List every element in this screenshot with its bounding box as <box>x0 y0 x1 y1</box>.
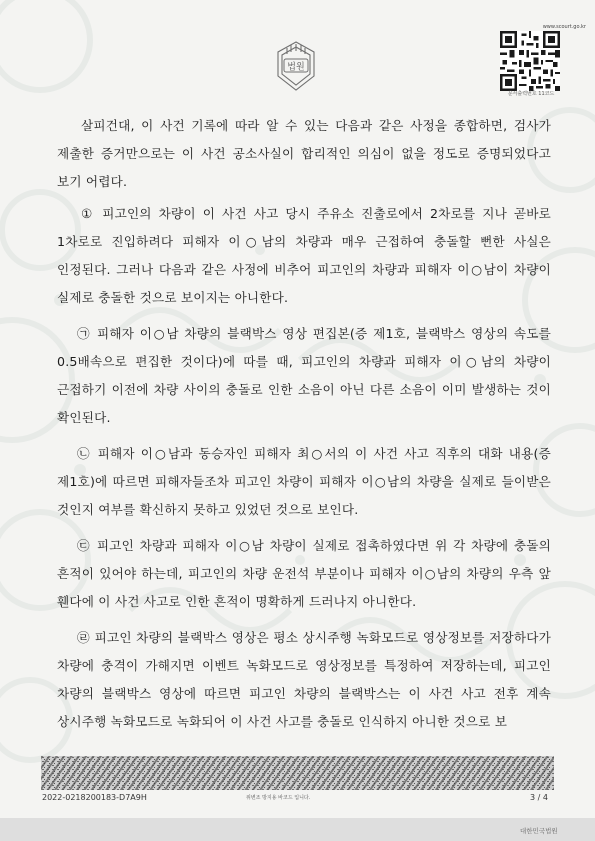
qr-code-icon <box>500 31 560 91</box>
barcode-notice: 위변조 방지용 바코드 입니다. <box>246 795 311 801</box>
paragraph-point-a: ㉠ 피해자 이○남 차량의 블랙박스 영상 편집본(증 제1호, 블랙박스 영상의 속도를 0.5배속으로 편집한 것이다)에 따를 때, 피고인의 차량과 피해자 이○남의 차량이 근접하기 이전에 차량 사이의 충돌로 인한 소음이 아닌 다른 소음이 이미 발생하는 것이 확인된다. <box>57 326 551 425</box>
paragraph-point-c: ㉢ 피고인 차량과 피해자 이○남 차량이 실제로 접촉하였다면 위 각 차량에 충돌의 흔적이 있어야 하는데, 피고인의 차량 운전석 부분이나 피해자 이○남의 차량의 우측 앞 휀다에 이 사건 사고로 인한 흔적이 명확하게 드러나지 아니한다. <box>57 538 551 609</box>
qr-url: www.scourt.go.kr <box>542 24 586 30</box>
anti-forgery-barcode <box>41 756 554 790</box>
paragraph-intro: 살피건대, 이 사건 기록에 따라 알 수 있는 다음과 같은 사정을 종합하면, 검사가 제출한 증거만으로는 이 사건 공소사실이 합리적인 의심이 없을 정도로 증명되었다고 보기 어렵다. <box>57 118 551 189</box>
paragraph-point-d: ㉣ 피고인 차량의 블랙박스 영상은 평소 상시주행 녹화모드로 영상정보를 저장하다가 차량에 충격이 가해지면 이벤트 녹화모드로 영상정보를 특정하여 저장하는데, 피고인 차량의 블랙박스 영상에 따르면 피고인 차량의 블랙박스는 이 사건 사고 전후 계속 상시주행 녹화모드로 녹화되어 이 사건 사고를 충돌로 인식하지 아니한 것으로 보 <box>57 630 551 729</box>
qr-caption: 문서출력번호 11코드 <box>507 91 555 97</box>
seal-text: 법원 <box>287 62 305 73</box>
footer-strip <box>0 818 595 841</box>
document-body <box>57 112 551 744</box>
paragraph-point-b: ㉡ 피해자 이○남과 동승자인 피해자 최○서의 이 사건 사고 직후의 대화 내용(증 제1호)에 따르면 피해자들조차 피고인 차량이 피해자 이○남의 차량을 실제로 들이받은 것인지 여부를 확신하지 못하고 있었던 것으로 보인다. <box>57 446 551 517</box>
footer-brand: 대한민국법원 <box>520 827 558 835</box>
document-number: 2022-0218200183-D7A9H <box>42 793 147 802</box>
page-indicator: 3 / 4 <box>530 793 548 802</box>
paragraph-point-1: ① 피고인의 차량이 이 사건 사고 당시 주유소 진출로에서 2차로를 지나 곧바로 1차로로 진입하려다 피해자 이○남의 차량과 매우 근접하여 충돌할 뻔한 사실은 인정된다. 그러나 다음과 같은 사정에 비추어 피고인의 차량과 피해자 이○남이 차량이 실제로 충돌한 것으로 보이지는 아니한다. <box>57 206 551 305</box>
court-seal-icon <box>272 40 320 92</box>
